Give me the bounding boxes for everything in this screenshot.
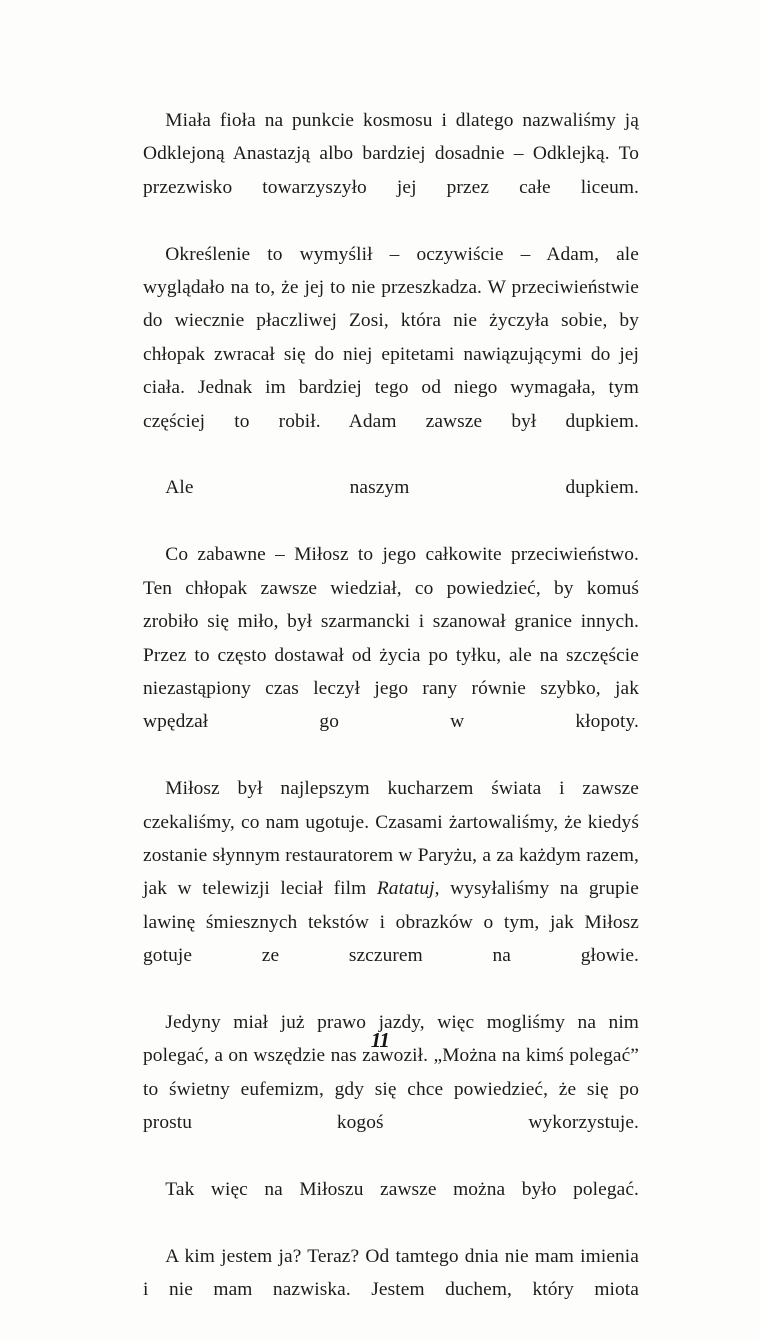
paragraph-text-part: , wysyłaliśmy na grupie lawinę śmiesznych tekstów i obrazków o tym, jak Miłosz gotuje ze szczurem na głowie. bbox=[143, 878, 640, 967]
paragraph: A kim jestem ja? Teraz? Od tamtego dnia nie mam imienia i nie mam nazwiska. Jestem duchem, który miota bbox=[143, 1245, 639, 1301]
paragraph-with-film-title bbox=[143, 772, 639, 1006]
paragraph: Co zabawne – Miłosz to jego całkowite przeciwieństwo. Ten chłopak zawsze wiedział, co powiedzieć, by komuś zrobiło się miło, był szarmancki i szanował granice innych. Przez to często dostawał od życia po tyłku, ale na szczęście niezastąpiony czas leczył jego rany równie szybko, jak wpędzał go w kłopoty. bbox=[143, 544, 639, 733]
paragraph: Jedyny miał już prawo jazdy, więc mogliśmy na nim polegać, a on wszędzie nas zawoził. „Można na kimś polegać” to świetny eufemizm, gdy się chce powiedzieć, że się po prostu kogoś wykorzystuje. bbox=[143, 1011, 639, 1134]
page-number: 11 bbox=[370, 1028, 390, 1052]
paragraph: Określenie to wymyślił – oczywiście – Adam, ale wyglądało na to, że jej to nie przeszkadza. W przeciwieństwie do wiecznie płaczliwej Zosi, która nie życzyła sobie, by chłopak zwracał się do niej epitetami nawiązującymi do jej ciała. Jednak im bardziej tego od niego wymagała, tym częściej to robił. Adam zawsze był dupkiem. bbox=[143, 243, 639, 432]
page-text-block bbox=[143, 104, 639, 1340]
paragraph: Ale naszym dupkiem. bbox=[165, 477, 639, 499]
paragraph-text-part: Miłosz był najlepszym kucharzem świata i zawsze czekaliśmy, co nam ugotuje. Czasami żartowaliśmy, że kiedyś zostanie słynnym restauratorem w Paryżu, a za każdym razem, jak w telewizji leciał film bbox=[143, 778, 639, 900]
paragraph: Miała fioła na punkcie kosmosu i dlatego nazwaliśmy ją Odklejoną Anastazją albo bardziej dosadnie – Odklejką. To przezwisko towarzyszyło jej przez całe liceum. bbox=[143, 110, 639, 198]
paragraph: Tak więc na Miłoszu zawsze można było polegać. bbox=[165, 1179, 639, 1200]
film-title: Ratatuj bbox=[376, 878, 435, 900]
